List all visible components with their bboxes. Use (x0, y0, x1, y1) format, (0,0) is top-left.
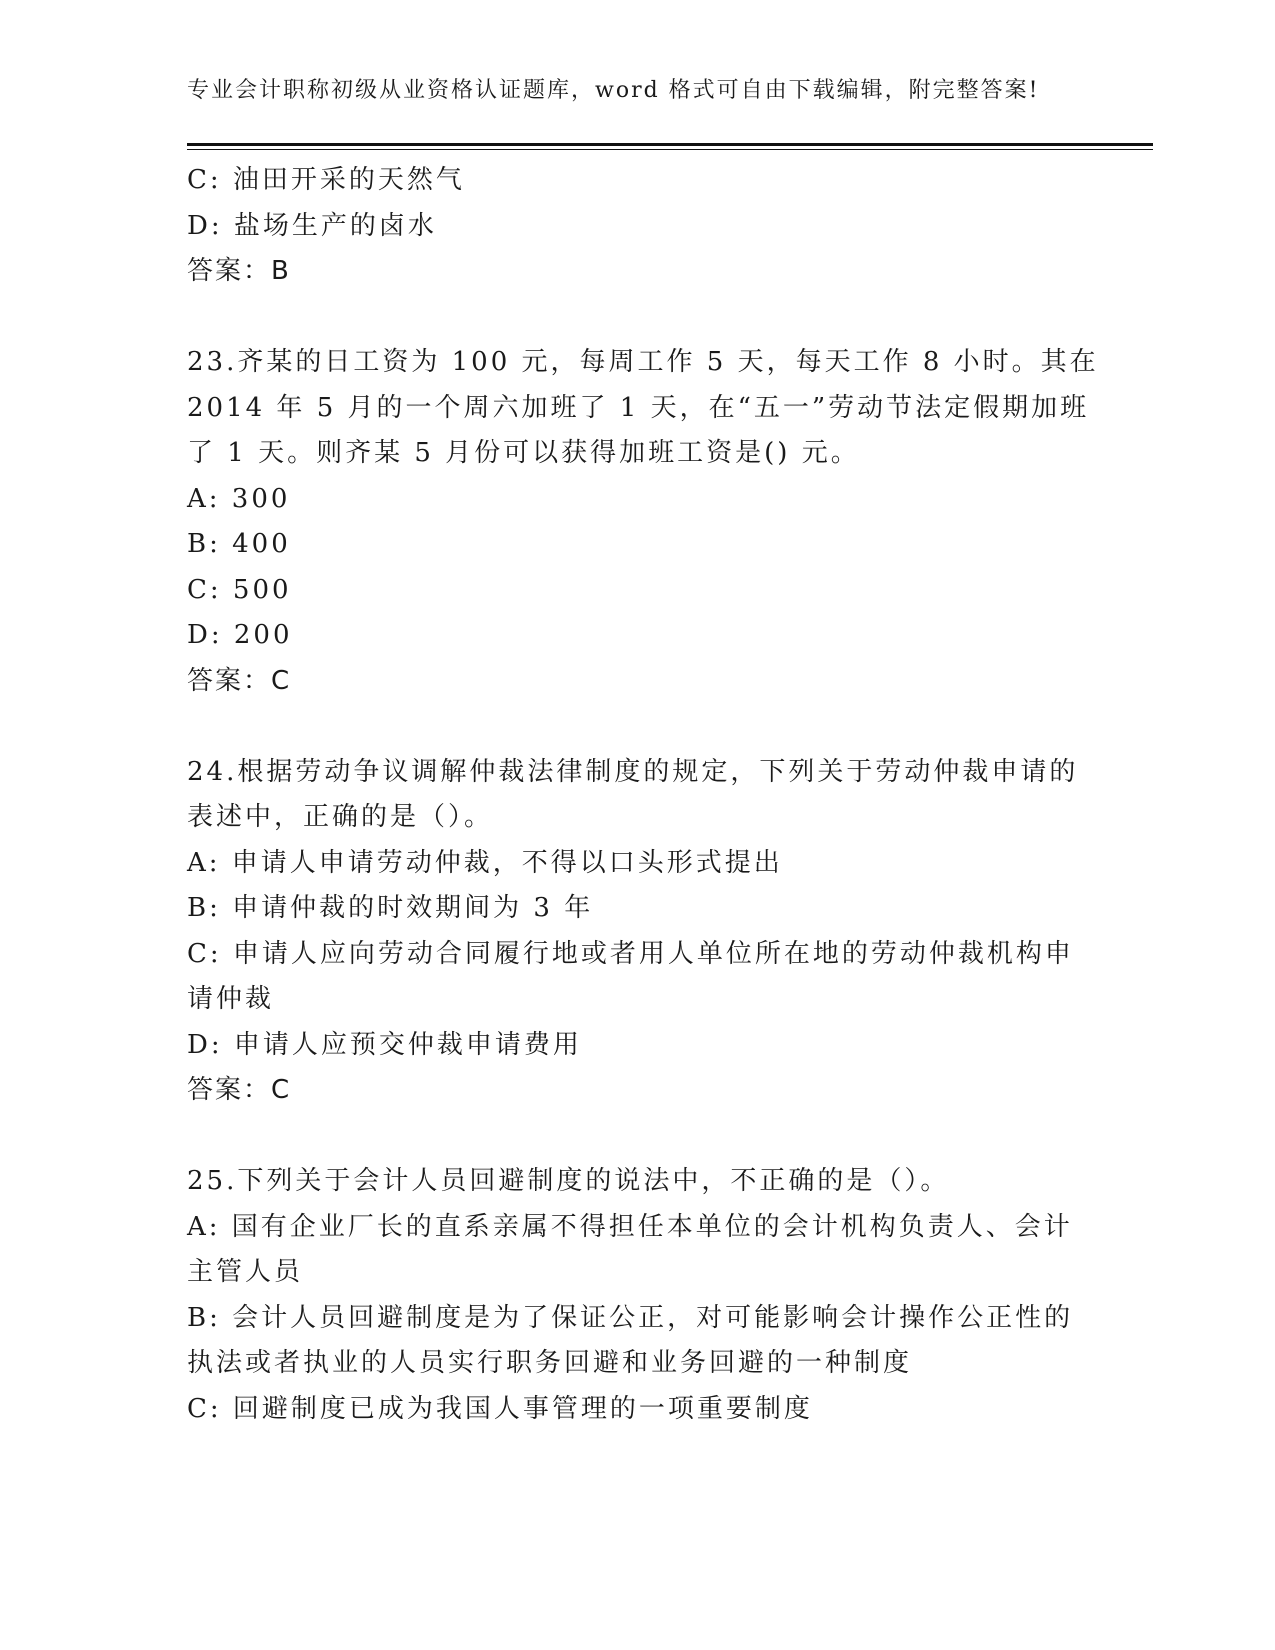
question-stem-line: 2014 年 5 月的一个周六加班了 1 天，在“五一”劳动节法定假期加班 (187, 392, 1090, 423)
spacer (187, 295, 1087, 341)
option-b: B: 申请仲裁的时效期间为 3 年 (187, 893, 594, 923)
option-c-continued: 请仲裁 (187, 984, 275, 1014)
spacer (187, 1114, 1087, 1160)
option-c: C: 申请人应向劳动合同履行地或者用人单位所在地的劳动仲裁机构申 (187, 938, 1074, 969)
option-b-continued: 执法或者执业的人员实行职务回避和业务回避的一种制度 (187, 1348, 913, 1378)
question-content (187, 158, 1099, 1432)
option-d: D: 申请人应预交仲裁申请费用 (187, 1029, 582, 1060)
answer-line: 答案：C (187, 665, 292, 696)
option-a-continued: 主管人员 (187, 1257, 304, 1287)
question-24 (187, 750, 1087, 1114)
header-title: 专业会计职称初级从业资格认证题库，word 格式可自由下载编辑，附完整答案! (187, 78, 1040, 103)
option-c: C: 500 (187, 574, 292, 605)
answer-line: 答案：C (187, 1075, 292, 1105)
option-b: B: 会计人员回避制度是为了保证公正，对可能影响会计操作公正性的 (187, 1302, 1074, 1333)
option-d: D: 200 (187, 620, 293, 650)
option-b: B: 400 (187, 529, 291, 559)
prev-question (187, 158, 1087, 295)
question-stem-line: 了 1 天。则齐某 5 月份可以获得加班工资是() 元。 (187, 438, 860, 468)
question-25 (187, 1159, 1087, 1432)
option-a: A: 国有企业厂长的直系亲属不得担任本单位的会计机构负责人、会计 (187, 1211, 1073, 1242)
question-stem-line: 表述中，正确的是（）。 (187, 802, 494, 832)
question-stem-line: 25.下列关于会计人员回避制度的说法中，不正确的是（）。 (187, 1166, 950, 1196)
question-stem-line: 24.根据劳动争议调解仲裁法律制度的规定，下列关于劳动仲裁申请的 (187, 756, 1079, 787)
option-c: C: 油田开采的天然气 (187, 165, 465, 195)
question-stem-line: 23.齐某的日工资为 100 元，每周工作 5 天，每天工作 8 小时。其在 (187, 347, 1099, 377)
spacer (187, 704, 1087, 750)
option-c: C: 回避制度已成为我国人事管理的一项重要制度 (187, 1393, 813, 1424)
option-a: A: 300 (187, 483, 291, 514)
header-rule-thin (187, 149, 1153, 150)
option-d: D: 盐场生产的卤水 (187, 210, 437, 241)
answer-line: 答案：B (187, 256, 291, 286)
header-rule-thick (187, 143, 1153, 146)
option-a: A: 申请人申请劳动仲裁，不得以口头形式提出 (187, 847, 783, 878)
question-23 (187, 340, 1099, 704)
